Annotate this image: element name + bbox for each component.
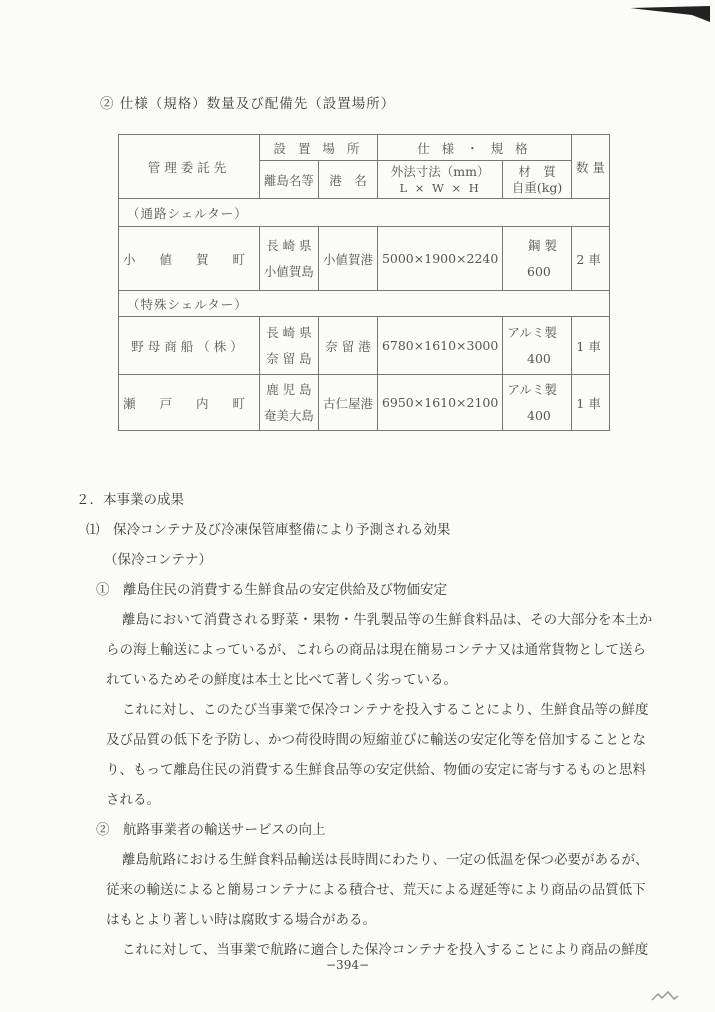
row-weight: 400 xyxy=(527,407,551,423)
row-manager: 小 値 賀 町 xyxy=(119,227,260,291)
row-weight: 600 xyxy=(527,263,551,279)
paragraph-line: 及び品質の低下を予防し、かつ荷役時間の短縮並びに輸送の安定化等を倍加することとな xyxy=(106,732,646,748)
row-qty: 1 車 xyxy=(571,317,609,375)
row-pref: 鹿 児 島 xyxy=(266,381,312,397)
header-dims-axes: L × W × H xyxy=(399,180,481,195)
row-dims: 6950×1610×2100 xyxy=(377,375,502,431)
category-transport: （通路シェルター） xyxy=(119,199,610,227)
row-pref: 長 崎 県 xyxy=(266,324,312,340)
paragraph-line: 従来の輸送によると簡易コンテナによる積合せ、荒天による遅延等により商品の品質低下 xyxy=(106,882,646,898)
table-row xyxy=(119,317,610,375)
subsection-label: （保冷コンテナ） xyxy=(104,552,212,568)
row-material-cell xyxy=(503,227,572,291)
paragraph-line: これに対して、当事業で航路に適合した保冷コンテナを投入することにより商品の鮮度 xyxy=(122,942,649,958)
table-row xyxy=(119,375,610,431)
page-number: −394− xyxy=(326,958,370,972)
row-material: アルミ製 xyxy=(507,381,557,397)
category-row xyxy=(119,199,610,227)
scan-mark-icon xyxy=(650,990,680,1002)
row-port: 古仁屋港 xyxy=(318,375,377,431)
item-heading: ② 航路事業者の輸送サービスの向上 xyxy=(96,822,326,838)
row-material-cell xyxy=(503,375,572,431)
item-heading: ① 離島住民の消費する生鮮食品の安定供給及び物価安定 xyxy=(96,582,447,598)
row-material-cell xyxy=(503,317,572,375)
section-heading: ２．本事業の成果 xyxy=(76,492,184,508)
row-material: アルミ製 xyxy=(507,324,557,340)
paragraph-line: はもとより著しい時は腐敗する場合がある。 xyxy=(106,912,376,928)
header-weight-label: 自重(kg) xyxy=(511,179,563,195)
header-quantity: 数 量 xyxy=(571,135,609,199)
subsection-heading: ⑴ 保冷コンテナ及び冷凍保管庫整備により予測される効果 xyxy=(86,522,451,538)
paragraph-line: これに対し、このたび当事業で保冷コンテナを投入することにより、生鮮食品等の鮮度 xyxy=(122,702,649,718)
header-material-label: 材 質 xyxy=(518,163,556,179)
header-dims-label: 外法寸法（mm） xyxy=(390,163,490,179)
header-port: 港 名 xyxy=(318,161,377,199)
header-dims xyxy=(377,161,502,199)
paragraph-line: り、もって離島住民の消費する生鮮食品等の安定供給、物価の安定に寄与するものと思料 xyxy=(106,762,646,778)
row-island: 奈 留 島 xyxy=(266,350,312,366)
row-island-cell xyxy=(259,317,318,375)
header-spec: 仕 様 ・ 規 格 xyxy=(377,135,571,161)
paragraph-line: される。 xyxy=(106,792,160,808)
row-island: 奄美大島 xyxy=(263,407,314,423)
header-material xyxy=(503,161,572,199)
paragraph-line: れているためその鮮度は本土と比べて著しく劣っている。 xyxy=(106,672,457,688)
header-manager: 管理委託先 xyxy=(119,135,260,199)
row-dims: 5000×1900×2240 xyxy=(377,227,502,291)
header-location: 設 置 場 所 xyxy=(259,135,377,161)
table-row xyxy=(119,227,610,291)
row-island: 小値賀島 xyxy=(263,263,314,279)
table-header-row xyxy=(119,135,610,161)
row-material: 鋼 製 xyxy=(527,237,557,253)
row-port: 奈 留 港 xyxy=(318,317,377,375)
paragraph-line: 離島において消費される野菜・果物・牛乳製品等の生鮮食料品は、その大部分を本土か xyxy=(122,612,653,628)
corner-mark-icon xyxy=(630,2,710,28)
category-row xyxy=(119,291,610,317)
row-pref: 長 崎 県 xyxy=(266,237,312,253)
row-manager: 瀬 戸 内 町 xyxy=(119,375,260,431)
row-port: 小値賀港 xyxy=(318,227,377,291)
row-manager: 野母商船（株） xyxy=(119,317,260,375)
row-qty: 2 車 xyxy=(571,227,609,291)
row-island-cell xyxy=(259,227,318,291)
row-island-cell xyxy=(259,375,318,431)
row-weight: 400 xyxy=(527,350,551,366)
row-qty: 1 車 xyxy=(571,375,609,431)
row-dims: 6780×1610×3000 xyxy=(377,317,502,375)
paragraph-line: 離島航路における生鮮食料品輸送は長時間にわたり、一定の低温を保つ必要があるが、 xyxy=(122,852,649,868)
category-special: （特殊シェルター） xyxy=(119,291,610,317)
paragraph-line: らの海上輸送によっているが、これらの商品は現在簡易コンテナ又は通常貨物として送ら xyxy=(106,642,646,658)
header-island: 離島名等 xyxy=(259,161,318,199)
spec-heading: ② 仕様（規格）数量及び配備先（設置場所） xyxy=(100,96,396,112)
spec-table xyxy=(118,134,610,431)
